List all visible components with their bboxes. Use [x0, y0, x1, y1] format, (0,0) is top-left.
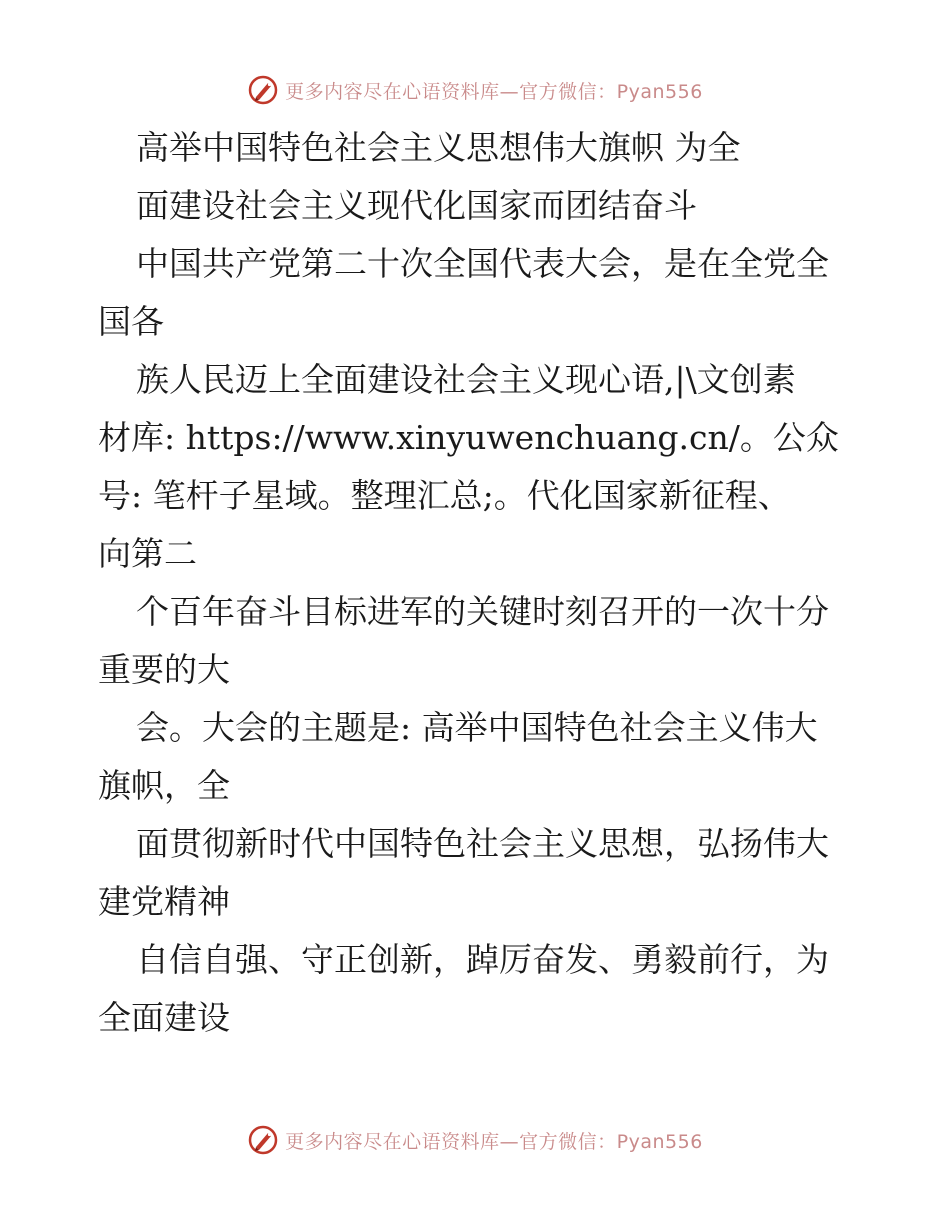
footer-banner [0, 1120, 950, 1160]
text-line: 旗帜，全 [98, 766, 230, 805]
text-line: 中国共产党第二十次全国代表大会，是在全党全 [136, 244, 829, 283]
footer-banner-text: 更多内容尽在心语资料库—官方微信：Pyan556 [285, 1130, 703, 1153]
text-line: 个百年奋斗目标进军的关键时刻召开的一次十分 [136, 592, 829, 631]
text-line: 面贯彻新时代中国特色社会主义思想，弘扬伟大 [136, 824, 829, 863]
text-line: 号: 笔杆子星域。整理汇总;。代化国家新征程、 [98, 476, 791, 515]
text-line: 全面建设 [98, 998, 230, 1037]
pen-seal-icon [247, 1124, 279, 1156]
document-body [98, 119, 858, 1047]
pen-seal-icon [247, 74, 279, 106]
footer-banner-content [247, 1124, 703, 1156]
text-line: 材库: https://www.xinyuwenchuang.cn/。公众 [98, 418, 839, 457]
text-line: 面建设社会主义现代化国家而团结奋斗 [136, 186, 697, 225]
header-banner [0, 70, 950, 110]
header-banner-content [247, 74, 703, 106]
text-line: 族人民迈上全面建设社会主义现心语,|\文创素 [136, 360, 796, 399]
text-line: 建党精神 [98, 882, 230, 921]
text-line: 会。大会的主题是: 高举中国特色社会主义伟大 [136, 708, 818, 747]
text-line: 国各 [98, 302, 164, 341]
text-line: 高举中国特色社会主义思想伟大旗帜 为全 [136, 128, 741, 167]
text-line: 向第二 [98, 534, 197, 573]
text-line: 重要的大 [98, 650, 230, 689]
header-banner-text: 更多内容尽在心语资料库—官方微信：Pyan556 [285, 80, 703, 103]
text-line: 自信自强、守正创新，踔厉奋发、勇毅前行，为 [136, 940, 829, 979]
